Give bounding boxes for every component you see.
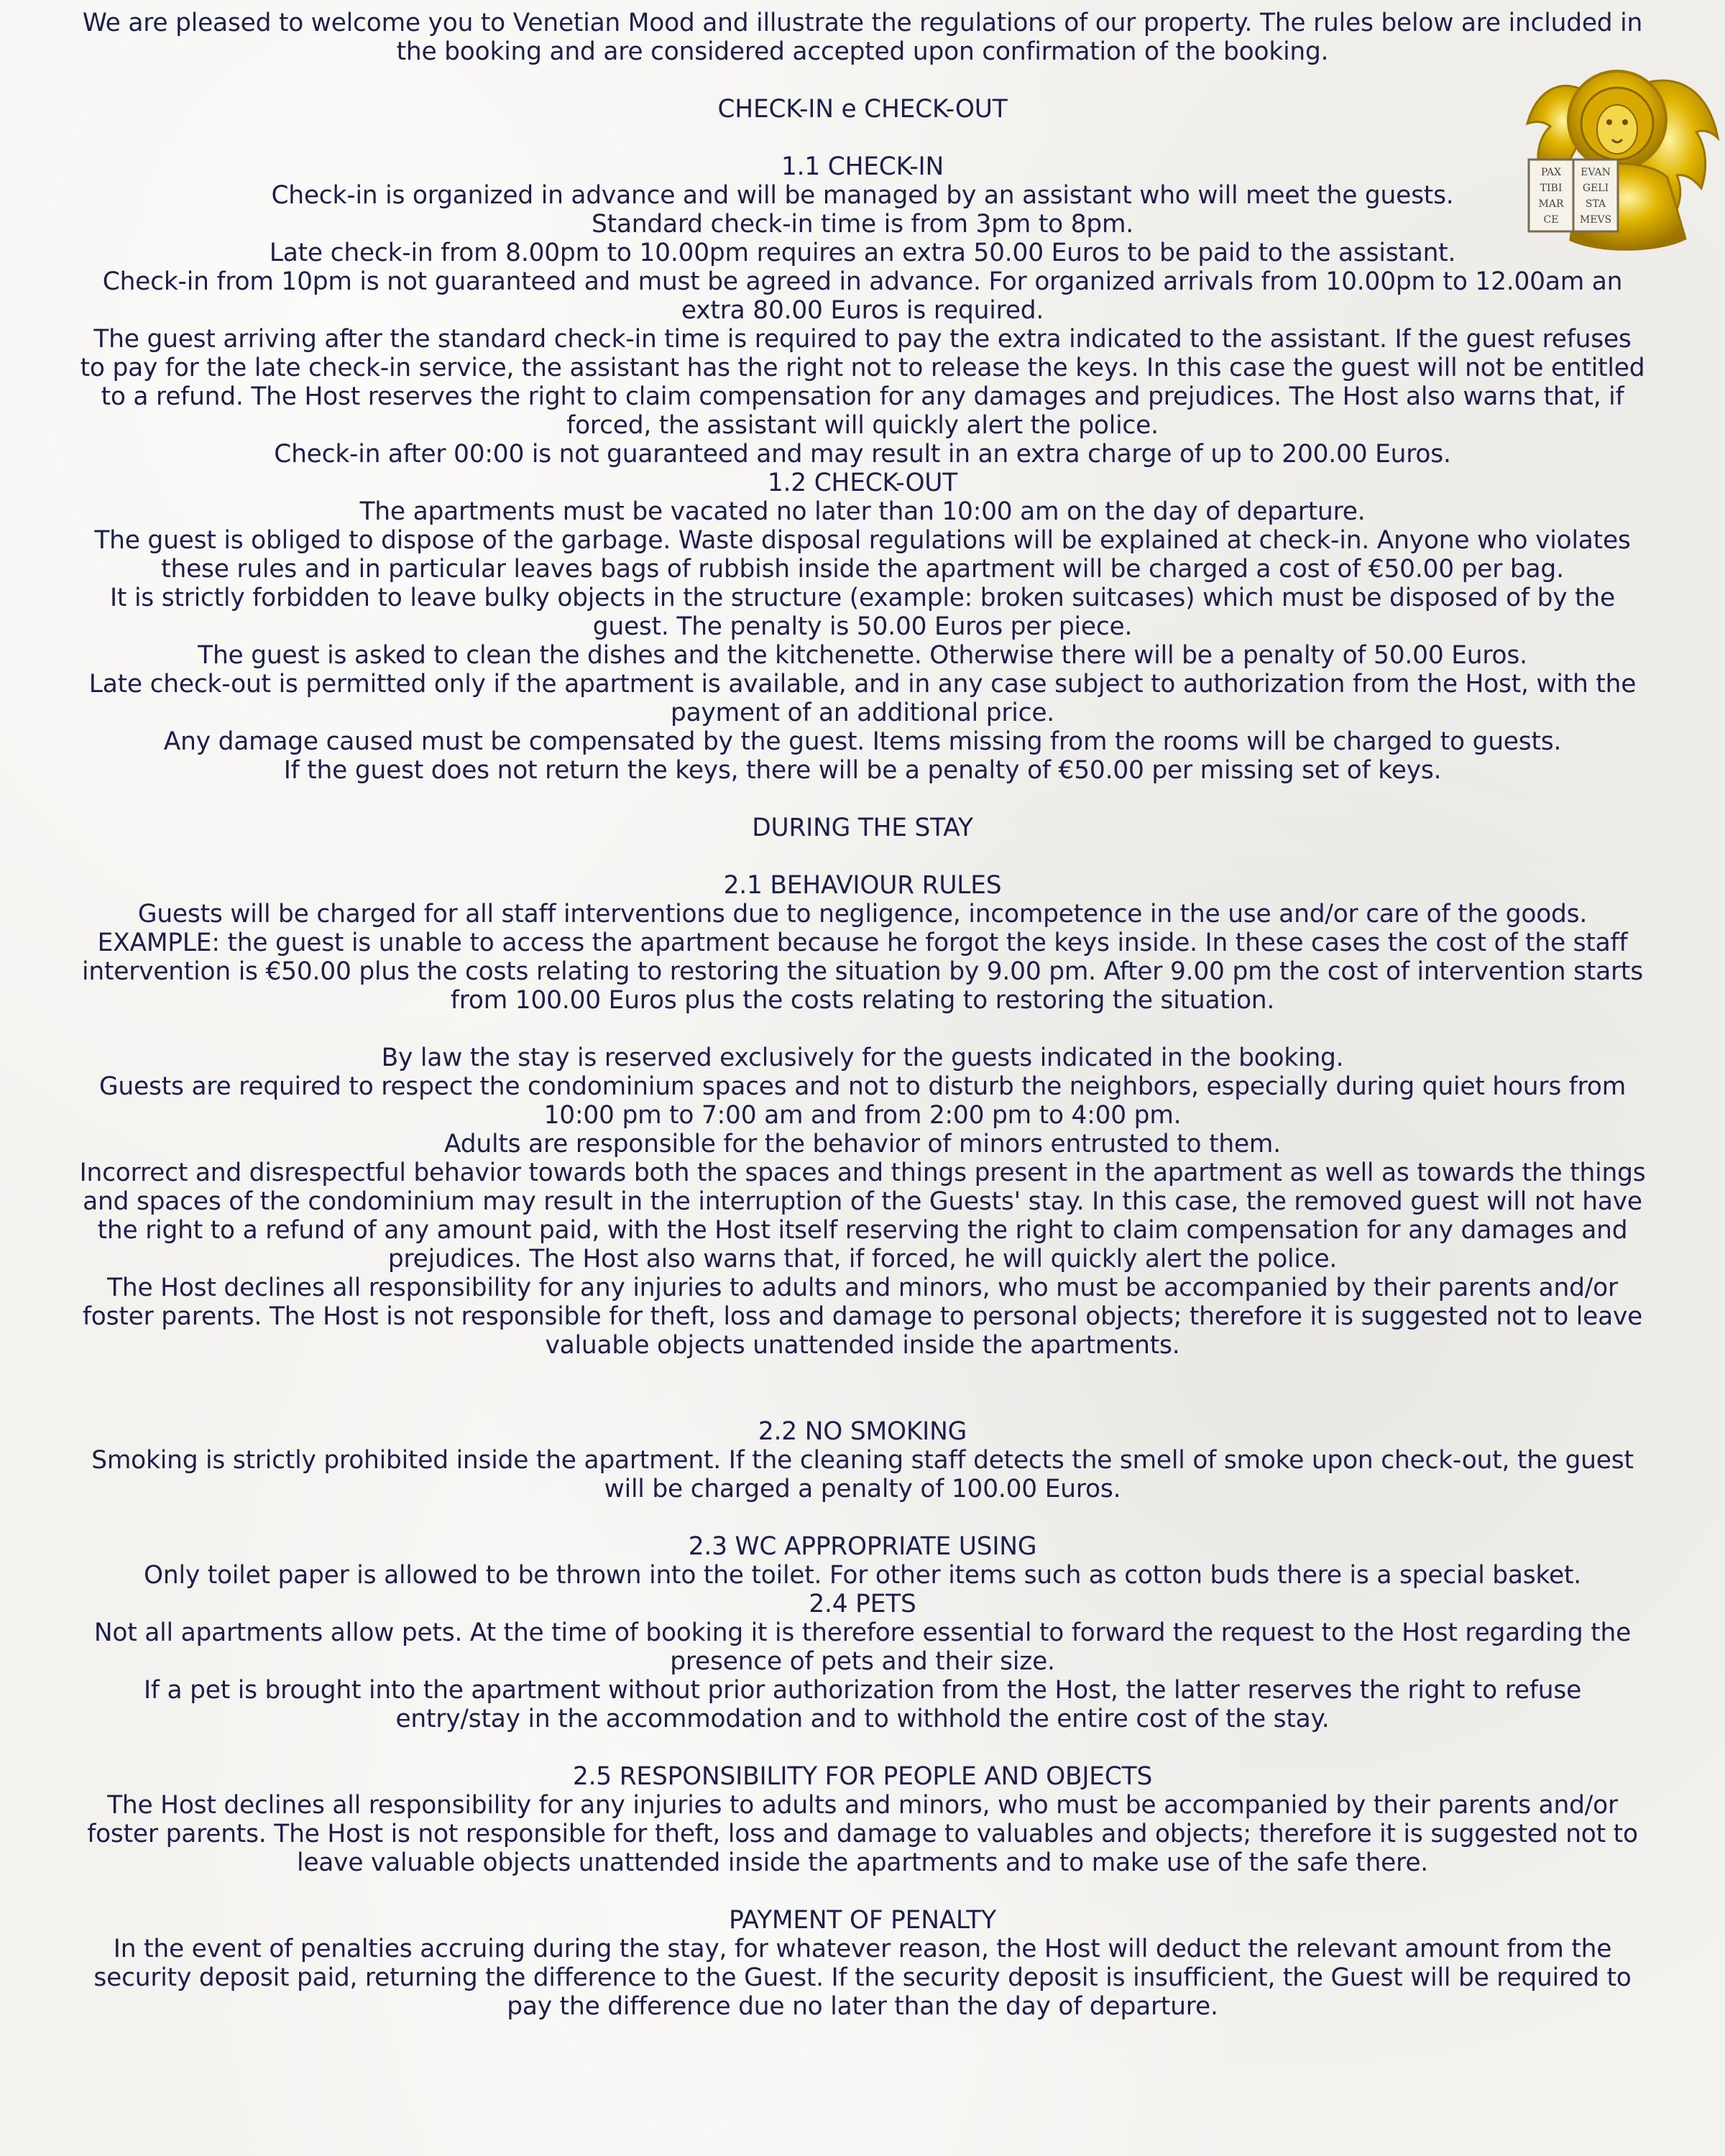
payment-of-penalty-paragraph: In the event of penalties accruing during the stay, for whatever reason, the Host will deduct the relevant amount from the security deposit paid, returning the difference to the Guest. If the security deposit is insufficient, the Guest will be required to pay the difference due no later than the day of departure. — [93, 1935, 1632, 2021]
checkout-paragraph: It is strictly forbidden to leave bulky objects in the structure (example: broken suitcases) which must be disposed of by the guest. The penalty is 50.00 Euros per piece. — [109, 584, 1615, 641]
checkout-paragraph: Any damage caused must be compensated by the guest. Items missing from the rooms will be charged to guests. — [163, 727, 1562, 756]
behaviour-paragraph: Guests are required to respect the condominium spaces and not to disturb the neighbors, especially during quiet hours from 10:00 pm to 7:00 am and from 2:00 pm to 4:00 pm. — [98, 1072, 1627, 1130]
behaviour-paragraph: Incorrect and disrespectful behavior towards both the spaces and things present in the apartment as well as towards the things and spaces of the condominium may result in the interruption of the Guests' stay. In this case, the removed guest will not have the right to a refund of any amount paid, with the Host itself reserving the right to claim compensation for any damages and prejudices. The Host also warns that, if forced, he will quickly alert the police. — [79, 1158, 1646, 1273]
checkin-heading: 1.1 CHECK-IN — [781, 152, 944, 181]
behaviour-paragraph: By law the stay is reserved exclusively for the guests indicated in the booking. — [381, 1044, 1344, 1072]
behaviour-paragraph: Adults are responsible for the behavior of minors entrusted to them. — [444, 1130, 1281, 1158]
checkout-paragraph: The apartments must be vacated no later than 10:00 am on the day of departure. — [359, 497, 1366, 526]
svg-text:EVAN: EVAN — [1581, 167, 1611, 178]
pets-heading: 2.4 PETS — [809, 1590, 916, 1618]
checkin-paragraph: The guest arriving after the standard check-in time is required to pay the extra indicated to the assistant. If the guest refuses to pay for the late check-in service, the assistant has the right not to release the keys. In this case the guest will not be entitled to a refund. The Host reserves the right to claim compensation for any damages and prejudices. The Host also warns that, if forced, the assistant will quickly alert the police. — [80, 325, 1645, 440]
pets-paragraph: Not all apartments allow pets. At the time of booking it is therefore essential to forward the request to the Host regarding the presence of pets and their size. — [93, 1618, 1632, 1676]
intro-paragraph: We are pleased to welcome you to Venetian Mood and illustrate the regulations of our property. The rules below are included in the booking and are considered accepted upon confirmation of the booking. — [82, 9, 1643, 66]
checkout-paragraph: The guest is asked to clean the dishes and the kitchenette. Otherwise there will be a penalty of 50.00 Euros. — [198, 641, 1527, 670]
checkin-paragraph: Late check-in from 8.00pm to 10.00pm requires an extra 50.00 Euros to be paid to the assistant. — [269, 239, 1456, 267]
wc-paragraph: Only toilet paper is allowed to be thrown into the toilet. For other items such as cotton buds there is a special basket. — [144, 1561, 1581, 1590]
checkout-paragraph: Late check-out is permitted only if the apartment is available, and in any case subject to authorization from the Host, with the payment of an additional price. — [88, 670, 1637, 727]
svg-text:PAX: PAX — [1540, 167, 1562, 178]
no-smoking-heading: 2.2 NO SMOKING — [758, 1417, 967, 1446]
svg-text:TIBI: TIBI — [1540, 183, 1563, 194]
checkin-paragraph: Check-in from 10pm is not guaranteed and must be agreed in advance. For organized arrivals from 10.00pm to 12.00am an extra 80.00 Euros is required. — [102, 267, 1623, 325]
house-rules-document — [79, 9, 1646, 2021]
checkin-paragraph: Standard check-in time is from 3pm to 8pm. — [591, 210, 1134, 239]
pets-paragraph: If a pet is brought into the apartment without prior authorization from the Host, the latter reserves the right to refuse entry/stay in the accommodation and to withhold the entire cost of the stay. — [143, 1676, 1582, 1733]
svg-text:CE: CE — [1543, 214, 1559, 226]
checkin-paragraph: Check-in after 00:00 is not guaranteed and may result in an extra charge of up to 200.00 Euros. — [274, 440, 1451, 469]
wc-heading: 2.3 WC APPROPRIATE USING — [688, 1532, 1037, 1561]
no-smoking-paragraph: Smoking is strictly prohibited inside the apartment. If the cleaning staff detects the smell of smoke upon check-out, the guest will be charged a penalty of 100.00 Euros. — [91, 1446, 1634, 1503]
svg-text:GELI: GELI — [1582, 183, 1609, 194]
svg-text:STA: STA — [1585, 198, 1606, 210]
checkout-heading: 1.2 CHECK-OUT — [767, 469, 958, 497]
responsibility-paragraph: The Host declines all responsibility for any injuries to adults and minors, who must be accompanied by their parents and/or foster parents. The Host is not responsible for theft, loss and damage to valuables and objects; therefore it is suggested not to leave valuable objects unattended inside the apartments and to make use of the safe there. — [87, 1791, 1638, 1877]
svg-text:MAR: MAR — [1538, 198, 1564, 210]
behaviour-paragraph: Guests will be charged for all staff interventions due to negligence, incompetence in the use and/or care of the goods. EXAMPLE: the guest is unable to access the apartment because he forgot the keys inside. In these cases the cost of the staff intervention is €50.00 plus the costs relating to restoring the situation by 9.00 pm. After 9.00 pm the cost of intervention starts from 100.00 Euros plus the costs relating to restoring the situation. — [82, 900, 1643, 1015]
section-during-stay-title: DURING THE STAY — [752, 814, 973, 842]
payment-of-penalty-heading: PAYMENT OF PENALTY — [729, 1906, 996, 1935]
checkin-paragraph: Check-in is organized in advance and will be managed by an assistant who will meet the guests. — [271, 181, 1454, 210]
behaviour-rules-heading: 2.1 BEHAVIOUR RULES — [723, 871, 1002, 900]
responsibility-heading: 2.5 RESPONSIBILITY FOR PEOPLE AND OBJECTS — [572, 1762, 1153, 1791]
checkout-paragraph: If the guest does not return the keys, there will be a penalty of €50.00 per missing set of keys. — [283, 756, 1442, 785]
svg-text:MEVS: MEVS — [1579, 214, 1612, 226]
section-checkin-checkout-title: CHECK-IN e CHECK-OUT — [717, 95, 1008, 124]
behaviour-paragraph: The Host declines all responsibility for any injuries to adults and minors, who must be accompanied by their parents and/or foster parents. The Host is not responsible for theft, loss and damage to personal objects; therefore it is suggested not to leave valuable objects unattended inside the apartments. — [82, 1273, 1643, 1360]
checkout-paragraph: The guest is obliged to dispose of the garbage. Waste disposal regulations will be explained at check-in. Anyone who violates these rules and in particular leaves bags of rubbish inside the apartment will be charged a cost of €50.00 per bag. — [94, 526, 1631, 584]
